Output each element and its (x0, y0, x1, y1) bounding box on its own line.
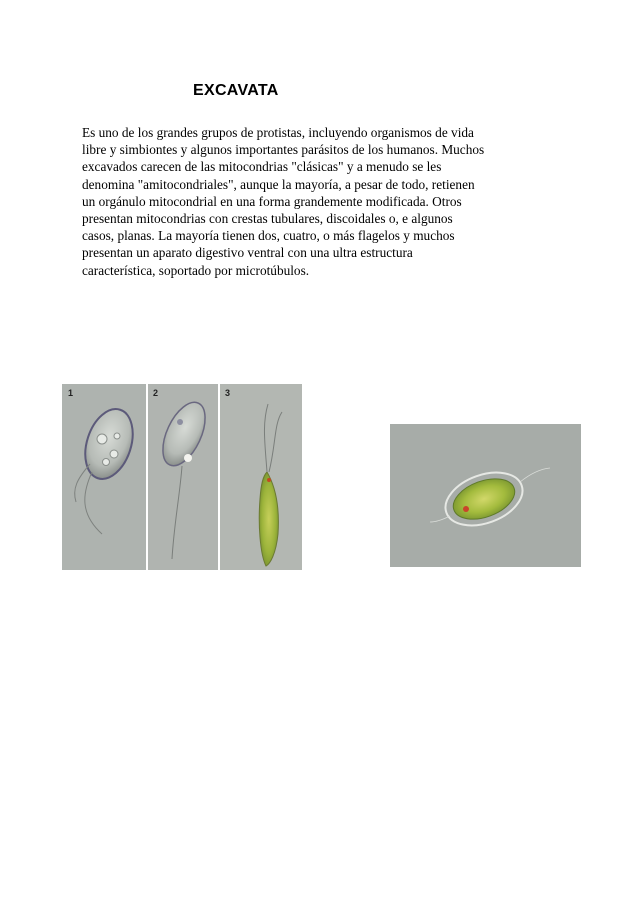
micrograph-single-cell (390, 424, 581, 567)
panel-label-1: 1 (68, 388, 74, 398)
micrograph-panel-2 (148, 384, 218, 570)
micrograph-panel-3 (220, 384, 302, 570)
panel-label-2: 2 (153, 388, 159, 398)
panel-label-3: 3 (225, 388, 231, 398)
micrograph-panel-1 (62, 384, 146, 570)
document-title: EXCAVATA (193, 82, 279, 99)
micrograph-triptych (62, 384, 302, 570)
body-paragraph: Es uno de los grandes grupos de protistas, incluyendo organismos de vida libre y simbiontes y algunos importantes parásitos de los humanos. Muchos excavados carecen de las mitocondrias "clásicas" y a menudo se les denomina "amitocondriales", aunque la mayoría, a pesar de todo, retienen un orgánulo mitocondrial en una forma grandemente modificada. Otros presentan mitocondrias con crestas tubulares, discoidales o, e algunos casos, planas. La mayoría tienen dos, cuatro, o más flagelos y muchos presentan un aparato digestivo ventral con una ultra estructura característica, soportado por microtúbulos. (82, 125, 485, 278)
